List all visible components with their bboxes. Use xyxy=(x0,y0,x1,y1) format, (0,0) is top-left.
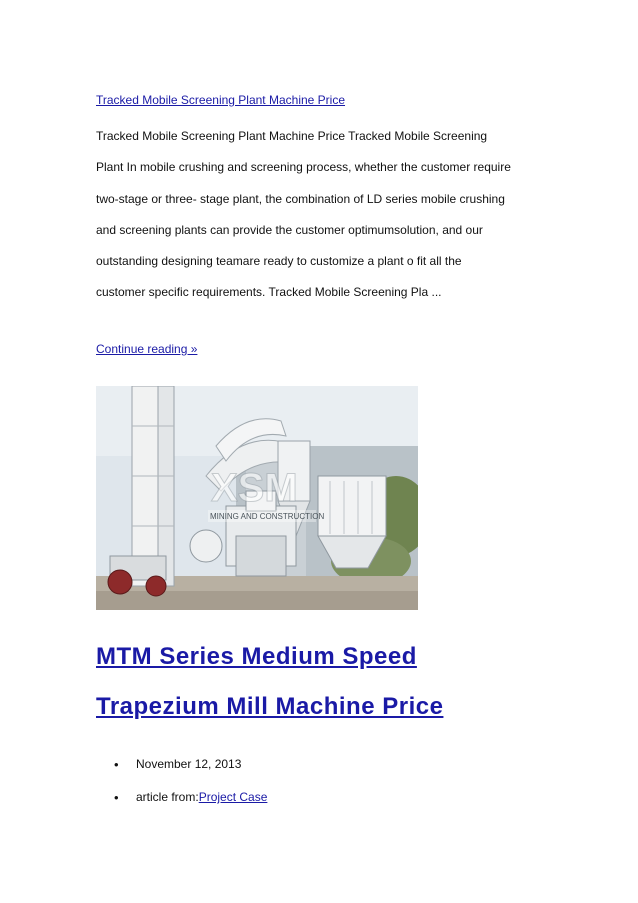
post-date: November 12, 2013 xyxy=(136,757,242,771)
machine-photo xyxy=(96,386,418,610)
post-title[interactable] xyxy=(96,642,443,742)
excerpt-line: Plant In mobile crushing and screening process, whether the customer require xyxy=(96,160,511,175)
post-source xyxy=(136,790,267,805)
article-excerpt xyxy=(96,121,556,309)
post-title-line[interactable]: MTM Series Medium Speed xyxy=(96,643,417,670)
machine-illustration xyxy=(96,386,418,610)
watermark-subtitle: MINING AND CONSTRUCTION xyxy=(210,512,325,521)
post-title-line[interactable]: Trapezium Mill Machine Price xyxy=(96,693,444,720)
excerpt-line: customer specific requirements. Tracked Mobile Screening Pla ... xyxy=(96,285,442,300)
bullet-icon: • xyxy=(114,790,119,805)
excerpt-line: two-stage or three- stage plant, the combination of LD series mobile crushing xyxy=(96,191,505,206)
source-link[interactable]: Project Case xyxy=(198,790,268,804)
article-link[interactable]: Tracked Mobile Screening Plant Machine Price xyxy=(96,93,346,107)
excerpt-line: outstanding designing teamare ready to customize a plant o fit all the xyxy=(96,254,462,269)
continue-reading-link[interactable]: Continue reading » xyxy=(96,342,198,356)
bullet-icon: • xyxy=(114,757,119,772)
excerpt-line: and screening plants can provide the customer optimumsolution, and our xyxy=(96,222,483,237)
excerpt-line: Tracked Mobile Screening Plant Machine Price Tracked Mobile Screening xyxy=(96,129,488,143)
watermark-logo: XSM xyxy=(211,466,298,510)
source-prefix: article from: xyxy=(136,790,199,804)
